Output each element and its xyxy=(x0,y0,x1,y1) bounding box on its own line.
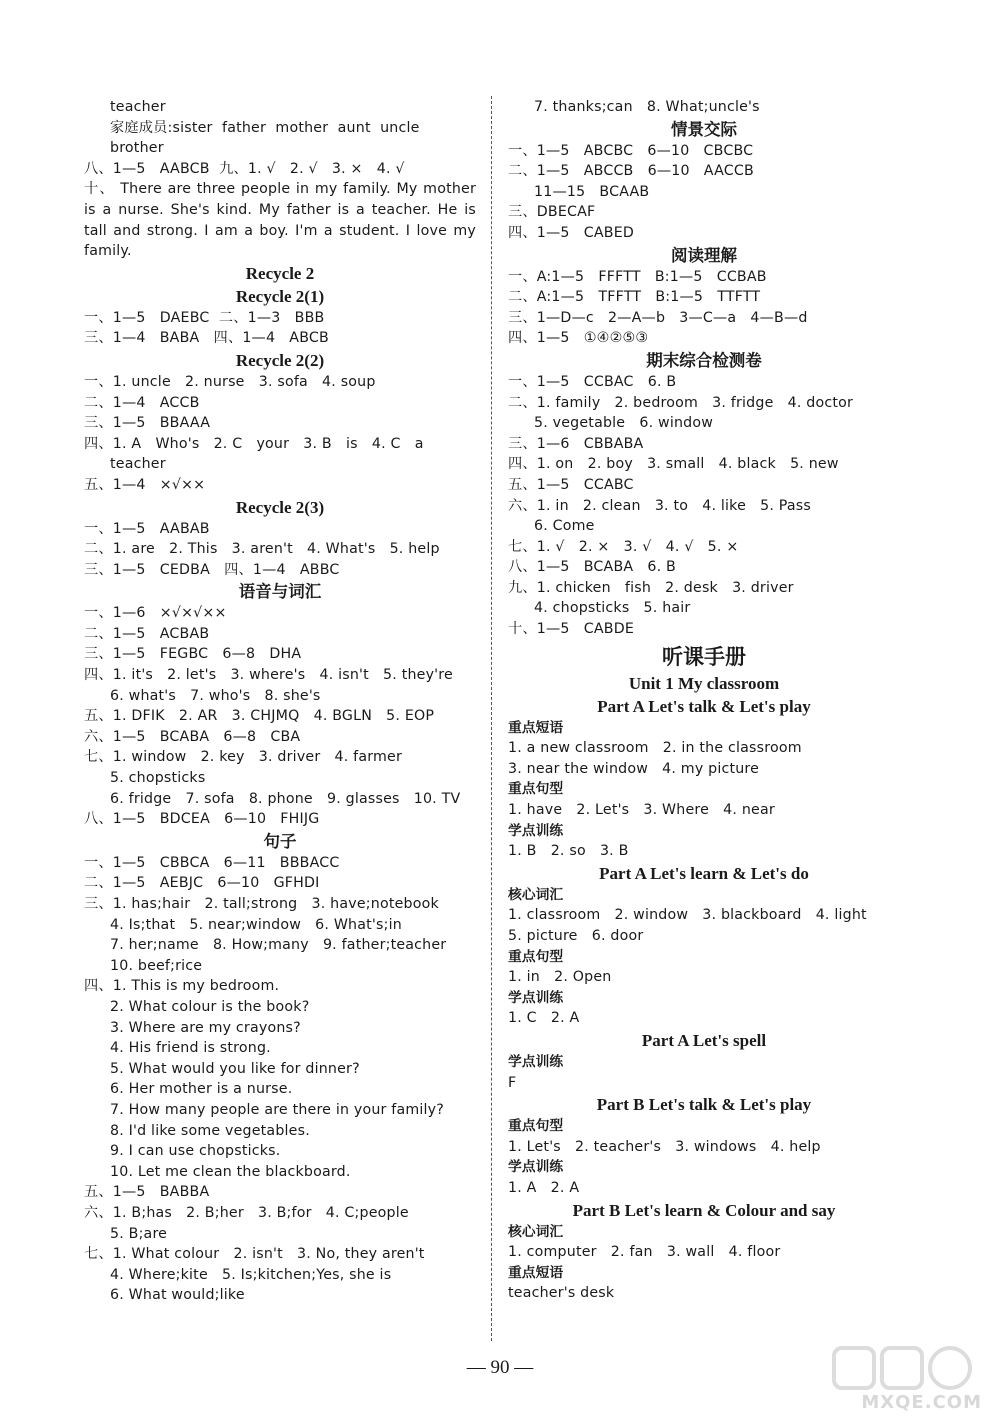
answer-line: 六、1—5 BCABA 6—8 CBA xyxy=(84,728,301,745)
page-number: — 90 — xyxy=(466,1357,534,1378)
answer-line: 1. Let's 2. teacher's 3. windows 4. help xyxy=(508,1138,821,1155)
answer-line: teacher xyxy=(110,456,166,473)
answer-line: 三、1. has;hair 2. tall;strong 3. have;notebook xyxy=(84,896,439,912)
answer-line: 四、1. A Who's 2. C your 3. B is 4. C a xyxy=(84,435,424,452)
answer-line: 二、1—5 ABCCB 6—10 AACCB xyxy=(508,163,754,180)
answer-line: 1. a new classroom 2. in the classroom xyxy=(508,740,802,757)
section-heading: 情景交际 xyxy=(671,119,737,139)
answer-line: 三、1—5 CEDBA 四、1—4 ABBC xyxy=(84,561,340,578)
section-heading: Recycle 2(1) xyxy=(235,286,325,306)
answer-line: 五、1—5 CCABC xyxy=(508,476,634,493)
answer-line: 家庭成员:sister father mother aunt uncle xyxy=(110,119,420,136)
answer-line: 6. Come xyxy=(534,518,595,535)
answer-line: 二、1. family 2. bedroom 3. fridge 4. doctor xyxy=(508,394,854,411)
answer-line: 3. Where are my crayons? xyxy=(110,1019,301,1036)
answer-line: 4. His friend is strong. xyxy=(110,1040,271,1057)
answer-line: 八、1—5 BCABA 6. B xyxy=(508,559,676,576)
subsection-label: 重点句型 xyxy=(508,948,564,965)
answer-line: 四、1—5 ①④②⑤③ xyxy=(508,330,649,347)
watermark-text: MXQE.COM xyxy=(861,1392,982,1413)
answer-line: 一、1—5 ABCBC 6—10 CBCBC xyxy=(508,142,754,159)
answer-line: 七、1. What colour 2. isn't 3. No, they aren't xyxy=(84,1246,425,1263)
answer-line: 4. Is;that 5. near;window 6. What's;in xyxy=(110,916,402,933)
answer-line: 三、1—6 CBBABA xyxy=(508,435,644,452)
answer-line: 5. chopsticks xyxy=(110,770,206,787)
answer-line: 一、1. uncle 2. nurse 3. sofa 4. soup xyxy=(84,373,376,390)
subsection-label: 重点短语 xyxy=(508,719,564,736)
answer-line: 1. have 2. Let's 3. Where 4. near xyxy=(508,802,775,819)
answer-line: 11—15 BCAAB xyxy=(534,183,650,200)
answer-line: 五、1—5 BABBA xyxy=(84,1184,210,1201)
answer-line: 四、1. This is my bedroom. xyxy=(84,978,280,995)
subsection-label: 学点训练 xyxy=(508,822,564,839)
answer-line: 6. fridge 7. sofa 8. phone 9. glasses 10. TV xyxy=(110,790,461,807)
section-heading: Recycle 2(3) xyxy=(235,497,325,517)
answer-line: 7. her;name 8. How;many 9. father;teacher xyxy=(110,937,447,954)
section-heading: 阅读理解 xyxy=(671,245,737,265)
answer-line: 一、1—5 DAEBC 二、1—3 BBB xyxy=(84,309,325,326)
answer-line: 1. A 2. A xyxy=(508,1179,580,1196)
answer-line: 八、1—5 AABCB 九、1. √ 2. √ 3. × 4. √ xyxy=(84,160,405,177)
answer-line: 4. Where;kite 5. Is;kitchen;Yes, she is xyxy=(110,1266,392,1283)
subsection-label: 重点句型 xyxy=(508,1118,564,1135)
answer-line: 1. in 2. Open xyxy=(508,969,612,986)
answer-line: 四、1. on 2. boy 3. small 4. black 5. new xyxy=(508,456,839,473)
answer-line: 5. picture 6. door xyxy=(508,928,644,944)
answer-line: 9. I can use chopsticks. xyxy=(110,1143,281,1160)
answer-line: 4. chopsticks 5. hair xyxy=(534,600,691,617)
answer-line: 1. classroom 2. window 3. blackboard 4. light xyxy=(508,907,867,924)
section-heading: Part A Let's learn & Let's do xyxy=(599,863,809,883)
right-column xyxy=(508,97,900,1304)
answer-line: 四、1—5 CABED xyxy=(508,224,634,241)
answer-line: 一、1—5 AABAB xyxy=(84,520,210,537)
answer-line: 一、1—5 CBBCA 6—11 BBBACC xyxy=(84,854,340,871)
answer-line: 三、1—5 BBAAA xyxy=(84,415,211,432)
left-column xyxy=(84,97,476,1306)
section-heading: Recycle 2 xyxy=(245,263,315,283)
answer-line: 5. What would you like for dinner? xyxy=(110,1060,360,1077)
answer-line: 五、1—4 ×√×× xyxy=(84,476,206,493)
answer-line: teacher xyxy=(110,99,166,115)
answer-line: 三、DBECAF xyxy=(508,204,596,221)
subsection-label: 学点训练 xyxy=(508,1053,564,1070)
answer-line: brother xyxy=(110,140,164,157)
answer-line: 三、1—5 FEGBC 6—8 DHA xyxy=(84,646,302,663)
subsection-label: 核心词汇 xyxy=(508,1223,564,1240)
section-heading: 句子 xyxy=(263,831,297,851)
column-divider xyxy=(491,96,492,1341)
answer-line: 一、A:1—5 FFFTT B:1—5 CCBAB xyxy=(508,268,767,285)
answer-line: 二、A:1—5 TFFTT B:1—5 TTFTT xyxy=(508,289,761,306)
answer-line: 1. B 2. so 3. B xyxy=(508,843,629,860)
answer-line: 6. what's 7. who's 8. she's xyxy=(110,687,321,704)
section-heading: 语音与词汇 xyxy=(238,582,322,602)
section-heading: Part B Let's learn & Colour and say xyxy=(572,1200,836,1220)
section-heading: Recycle 2(2) xyxy=(235,350,325,370)
answer-line: 6. What would;like xyxy=(110,1287,245,1304)
section-heading: Part A Let's talk & Let's play xyxy=(597,696,811,716)
answer-line: 1. C 2. A xyxy=(508,1010,580,1027)
subsection-label: 重点句型 xyxy=(508,781,564,798)
answer-paragraph: 十、 There are three people in my family. My mother is a nurse. She's kind. My father is a teacher. He is tall and strong. I am a boy. I'm a student. I love my family. xyxy=(84,181,476,260)
section-heading: Unit 1 My classroom xyxy=(628,673,780,693)
answer-line: teacher's desk xyxy=(508,1285,615,1302)
answer-line: 七、1. window 2. key 3. driver 4. farmer xyxy=(84,749,403,766)
answer-line: 二、1—4 ACCB xyxy=(84,394,200,411)
answer-line: 九、1. chicken fish 2. desk 3. driver xyxy=(508,579,794,596)
answer-line: 一、1—6 ×√×√×× xyxy=(84,605,227,622)
answer-line: 十、1—5 CABDE xyxy=(508,621,634,638)
section-heading: Part A Let's spell xyxy=(641,1030,767,1050)
subsection-label: 重点短语 xyxy=(508,1264,564,1281)
answer-line: F xyxy=(508,1074,517,1091)
section-heading: Part B Let's talk & Let's play xyxy=(596,1095,812,1115)
answer-line: 8. I'd like some vegetables. xyxy=(110,1122,310,1139)
answer-line: 2. What colour is the book? xyxy=(110,998,310,1015)
answer-line: 二、1—5 AEBJC 6—10 GFHDI xyxy=(84,875,320,892)
section-heading: 期末综合检测卷 xyxy=(646,350,762,370)
answer-line: 7. thanks;can 8. What;uncle's xyxy=(534,99,760,115)
answer-line: 七、1. √ 2. × 3. √ 4. √ 5. × xyxy=(508,538,739,555)
answer-line: 1. computer 2. fan 3. wall 4. floor xyxy=(508,1244,781,1261)
answer-line: 八、1—5 BDCEA 6—10 FHIJG xyxy=(84,811,320,828)
section-heading: 听课手册 xyxy=(662,644,746,669)
answer-line: 10. beef;rice xyxy=(110,957,203,974)
answer-line: 5. B;are xyxy=(110,1225,168,1242)
answer-line: 六、1. in 2. clean 3. to 4. like 5. Pass xyxy=(508,497,811,514)
answer-line: 10. Let me clean the blackboard. xyxy=(110,1163,351,1180)
answer-line: 六、1. B;has 2. B;her 3. B;for 4. C;people xyxy=(84,1204,409,1221)
subsection-label: 学点训练 xyxy=(508,1159,564,1176)
answer-line: 三、1—4 BABA 四、1—4 ABCB xyxy=(84,330,329,347)
subsection-label: 核心词汇 xyxy=(508,886,564,903)
answer-line: 6. Her mother is a nurse. xyxy=(110,1081,293,1098)
answer-line: 四、1. it's 2. let's 3. where's 4. isn't 5. they're xyxy=(84,667,453,684)
answer-line: 3. near the window 4. my picture xyxy=(508,760,760,777)
answer-line: 三、1—D—c 2—A—b 3—C—a 4—B—d xyxy=(508,309,808,326)
answer-line: 一、1—5 CCBAC 6. B xyxy=(508,373,677,390)
answer-line: 5. vegetable 6. window xyxy=(534,415,714,432)
answer-line: 7. How many people are there in your family? xyxy=(110,1101,444,1118)
subsection-label: 学点训练 xyxy=(508,989,564,1006)
answer-line: 二、1. are 2. This 3. aren't 4. What's 5. help xyxy=(84,541,440,558)
answer-line: 五、1. DFIK 2. AR 3. CHJMQ 4. BGLN 5. EOP xyxy=(84,708,435,725)
answer-line: 二、1—5 ACBAB xyxy=(84,625,210,642)
